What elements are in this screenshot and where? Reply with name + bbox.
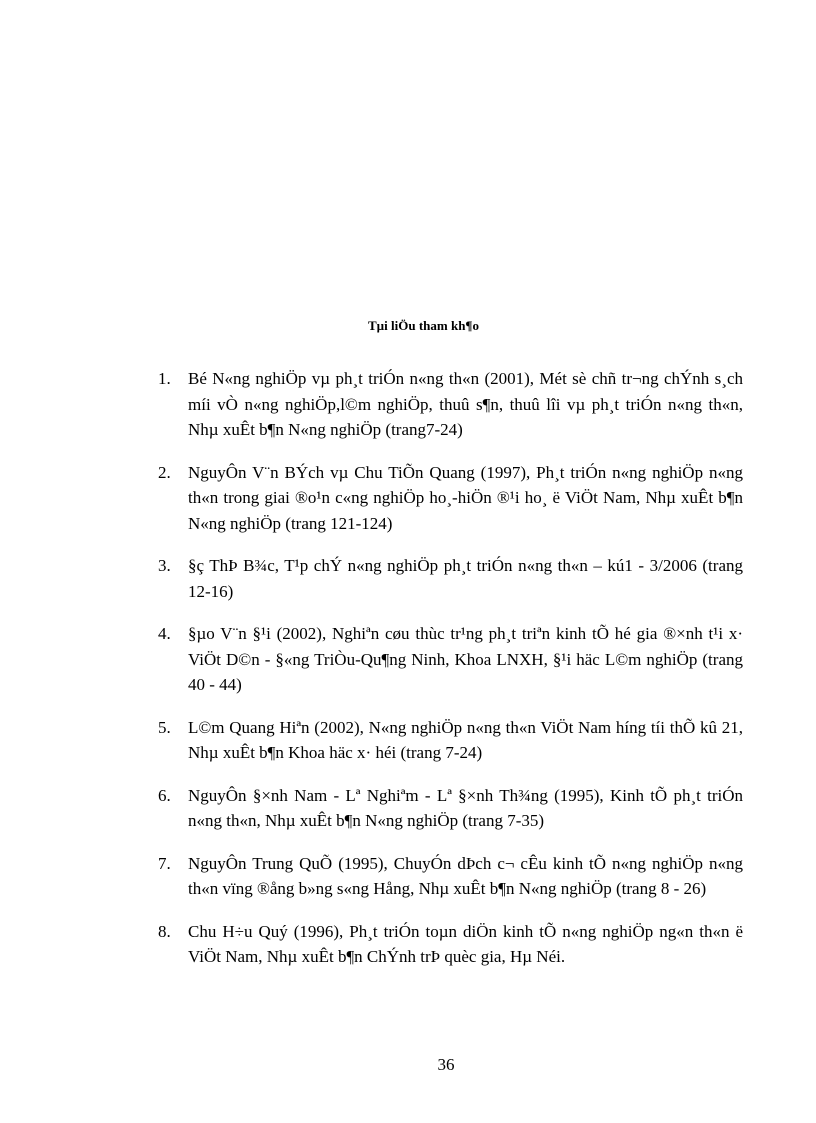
page-number: 36 bbox=[437, 1055, 455, 1074]
reference-text: L©m Quang Hiªn (2002), N«ng nghiÖp n«ng th«n ViÖt Nam híng tíi thÕ kû 21, Nhµ xuÊt b¶n Khoa häc x· héi (trang 7-24) bbox=[188, 717, 743, 762]
reference-number: 8. bbox=[158, 921, 171, 941]
reference-text: NguyÔn §×nh Nam - Lª Nghiªm - Lª §×nh Th¾ng (1995), Kinh tÕ ph¸t triÓn n«ng th«n, Nhµ xuÊt b¶n N«ng nghiÖp (trang 7-35) bbox=[188, 785, 743, 830]
reference-number: 1. bbox=[158, 369, 171, 388]
reference-item bbox=[158, 366, 743, 443]
reference-text: Chu H÷u Quý (1996), Ph¸t triÓn toµn diÖn kinh tÕ n«ng nghiÖp ng«n th«n ë ViÖt Nam, Nhµ xuÊt b¶n ChÝnh trÞ quèc gia, Hµ Néi. bbox=[188, 921, 743, 966]
reference-item bbox=[158, 621, 743, 698]
reference-number: 3. bbox=[158, 556, 171, 575]
reference-item bbox=[158, 553, 743, 604]
reference-number: 5. bbox=[158, 717, 171, 737]
reference-number: 7. bbox=[158, 853, 171, 873]
references-title: Tµi liÖu tham kh¶o bbox=[368, 318, 479, 333]
reference-number: 4. bbox=[158, 624, 171, 643]
reference-text: §µo V¨n §¹i (2002), Nghiªn cøu thùc tr¹ng ph¸t triªn kinh tÕ hé gia ®×nh t¹i x· ViÖt D©n - §«ng TriÒu-Qu¶ng Ninh, Khoa LNXH, §¹i häc L©m nghiÖp (trang 40 - 44) bbox=[188, 624, 743, 694]
reference-number: 2. bbox=[158, 462, 171, 482]
reference-item bbox=[158, 783, 743, 834]
reference-list bbox=[158, 366, 743, 987]
reference-item bbox=[158, 715, 743, 766]
reference-item bbox=[158, 460, 743, 537]
reference-text: §ç ThÞ B¾c, T¹p chÝ n«ng nghiÖp ph¸t triÓn n«ng th«n – kú1 - 3/2006 (trang 12-16) bbox=[188, 556, 743, 601]
reference-item bbox=[158, 851, 743, 902]
reference-text: Bé N«ng nghiÖp vµ ph¸t triÓn n«ng th«n (2001), Mét sè chñ tr¬ng chÝnh s¸ch míi vÒ n«ng nghiÖp,l©m nghiÖp, thuû s¶n, thuû lîi vµ ph¸t triÓn n«ng th«n, Nhµ xuÊt b¶n N«ng nghiÖp (trang7-24) bbox=[188, 369, 743, 439]
reference-item bbox=[158, 919, 743, 970]
reference-text: NguyÔn Trung QuÕ (1995), ChuyÓn dÞch c¬ cÊu kinh tÕ n«ng nghiÖp n«ng th«n vïng ®ång b»ng s«ng Hång, Nhµ xuÊt b¶n N«ng nghiÖp (trang 8 - 26) bbox=[188, 853, 743, 898]
reference-number: 6. bbox=[158, 785, 171, 805]
reference-text: NguyÔn V¨n BÝch vµ Chu TiÕn Quang (1997), Ph¸t triÓn n«ng nghiÖp n«ng th«n trong giai ®o¹n c«ng nghiÖp ho¸-hiÖn ®¹i ho¸ ë ViÖt Nam, Nhµ xuÊt b¶n N«ng nghiÖp (trang 121-124) bbox=[188, 462, 743, 533]
